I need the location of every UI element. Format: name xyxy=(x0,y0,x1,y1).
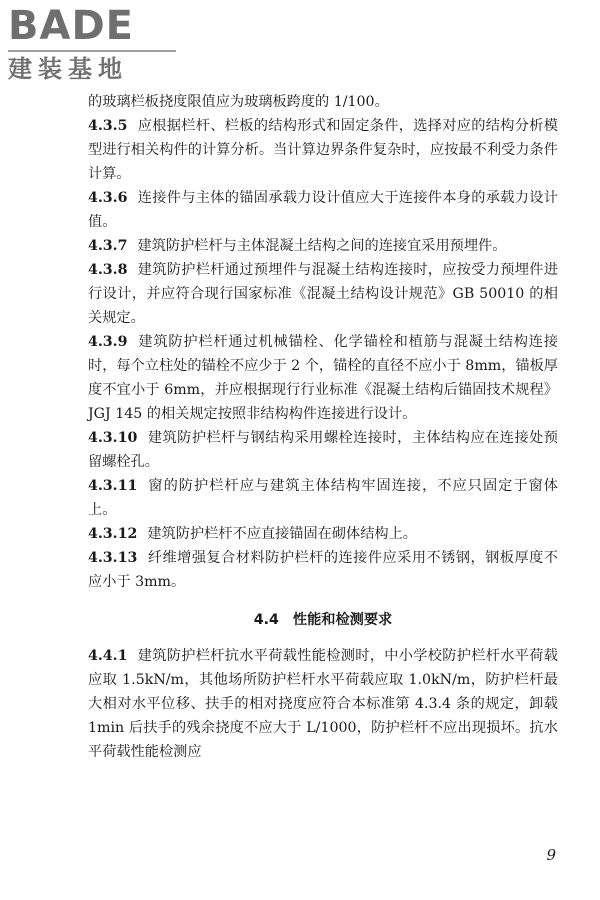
clause-number: 4.3.7 xyxy=(88,238,128,254)
intro-text: 的玻璃栏板挠度限值应为玻璃板跨度的 1/100。 xyxy=(88,94,389,110)
section-heading xyxy=(88,608,558,632)
logo-subtitle: 建装基地 xyxy=(8,55,128,83)
clause-number: 4.3.9 xyxy=(88,334,128,350)
clause-text: 建筑防护栏杆与主体混凝土结构之间的连接宜采用预埋件。 xyxy=(137,238,507,254)
clause-4-3-5 xyxy=(88,114,558,186)
document-body xyxy=(88,90,558,764)
clause-4-3-10 xyxy=(88,426,558,474)
clause-number: 4.3.6 xyxy=(88,190,128,206)
clause-4-3-13 xyxy=(88,546,558,594)
clause-number: 4.3.11 xyxy=(88,478,138,494)
logo xyxy=(8,4,188,83)
section-number: 4.4 xyxy=(253,612,279,628)
section-title: 性能和检测要求 xyxy=(292,612,393,628)
clause-4-3-12 xyxy=(88,522,558,546)
logo-wordmark: BADE xyxy=(8,3,134,49)
clause-number: 4.3.13 xyxy=(88,550,138,566)
clause-4-3-6 xyxy=(88,186,558,234)
clause-4-3-11 xyxy=(88,474,558,522)
clause-number: 4.4.1 xyxy=(88,648,128,664)
clause-text: 纤维增强复合材料防护栏杆的连接件应采用不锈钢，钢板厚度不应小于 3mm。 xyxy=(88,550,558,590)
logo-divider xyxy=(8,50,176,52)
clause-4-3-8 xyxy=(88,258,558,330)
clause-text: 连接件与主体的锚固承载力设计值应大于连接件本身的承载力设计值。 xyxy=(88,190,558,230)
clause-text: 应根据栏杆、栏板的结构形式和固定条件，选择对应的结构分析模型进行相关构件的计算分析。当计算边界条件复杂时，应按最不利受力条件计算。 xyxy=(88,118,558,182)
clause-text: 建筑防护栏杆通过预埋件与混凝土结构连接时，应按受力预埋件进行设计，并应符合现行国家标准《混凝土结构设计规范》GB 50010 的相关规定。 xyxy=(88,262,558,326)
page-number: 9 xyxy=(546,846,556,864)
clause-text: 窗的防护栏杆应与建筑主体结构牢固连接，不应只固定于窗体上。 xyxy=(88,478,558,518)
clause-number: 4.3.5 xyxy=(88,118,128,134)
clause-text: 建筑防护栏杆不应直接锚固在砌体结构上。 xyxy=(147,526,417,542)
clause-text: 建筑防护栏杆通过机械锚栓、化学锚栓和植筋与混凝土结构连接时，每个立柱处的锚栓不应少于 2 个，锚栓的直径不应小于 8mm，锚板厚度不宜小于 6mm，并应根据现行行业标准《混凝土结构后锚固技术规程》JGJ 145 的相关规定按照非结构构件连接进行设计。 xyxy=(88,334,558,422)
clause-4-4-1 xyxy=(88,644,558,764)
clause-text: 建筑防护栏杆抗水平荷载性能检测时，中小学校防护栏杆水平荷载应取 1.5kN/m，其他场所防护栏杆水平荷载应取 1.0kN/m，防护栏杆最大相对水平位移、扶手的相对挠度应符合本标准第 4.3.4 条的规定，卸载 1min 后扶手的残余挠度不应大于 L/1000，防护栏杆不应出现损坏。抗水平荷载性能检测应 xyxy=(88,648,558,760)
clause-4-3-7 xyxy=(88,234,558,258)
clause-4-3-9 xyxy=(88,330,558,426)
clause-number: 4.3.10 xyxy=(88,430,138,446)
clause-number: 4.3.8 xyxy=(88,262,128,278)
clause-number: 4.3.12 xyxy=(88,526,138,542)
clause-text: 建筑防护栏杆与钢结构采用螺栓连接时，主体结构应在连接处预留螺栓孔。 xyxy=(88,430,558,470)
